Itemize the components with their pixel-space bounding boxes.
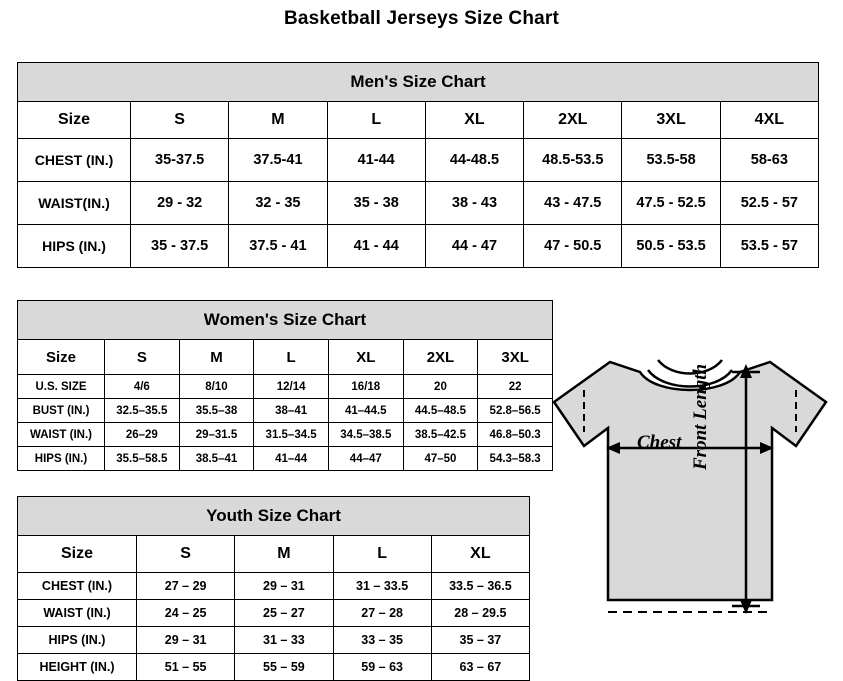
mens-header-cell: XL — [425, 102, 523, 139]
mens-chart-title: Men's Size Chart — [18, 63, 819, 102]
youth-cell: 33 – 35 — [333, 627, 431, 654]
womens-header-cell: Size — [18, 340, 105, 375]
page-title: Basketball Jerseys Size Chart — [283, 8, 560, 29]
youth-cell: 31 – 33 — [235, 627, 333, 654]
womens-cell: 44–47 — [328, 447, 403, 471]
youth-cell: 25 – 27 — [235, 600, 333, 627]
mens-header-cell: Size — [18, 102, 131, 139]
youth-cell: 33.5 – 36.5 — [431, 573, 529, 600]
table-row-header — [18, 102, 819, 139]
mens-cell: 47.5 - 52.5 — [622, 182, 720, 225]
womens-cell: 16/18 — [328, 375, 403, 399]
youth-cell: 51 – 55 — [137, 654, 235, 681]
mens-cell: 53.5 - 57 — [720, 225, 818, 268]
table-row — [18, 447, 553, 471]
table-row — [18, 423, 553, 447]
table-row-header — [18, 536, 530, 573]
womens-cell: 54.3–58.3 — [478, 447, 553, 471]
womens-cell: 22 — [478, 375, 553, 399]
womens-header-cell: 3XL — [478, 340, 553, 375]
youth-cell: 59 – 63 — [333, 654, 431, 681]
womens-cell: 52.8–56.5 — [478, 399, 553, 423]
womens-cell: 8/10 — [179, 375, 254, 399]
youth-cell: 31 – 33.5 — [333, 573, 431, 600]
womens-cell: 41–44 — [254, 447, 329, 471]
youth-row-label: WAIST (IN.) — [18, 600, 137, 627]
youth-cell: 29 – 31 — [235, 573, 333, 600]
womens-cell: 41–44.5 — [328, 399, 403, 423]
mens-row-label: WAIST(IN.) — [18, 182, 131, 225]
mens-cell: 44-48.5 — [425, 139, 523, 182]
mens-cell: 48.5-53.5 — [524, 139, 622, 182]
table-row-header — [18, 340, 553, 375]
womens-row-label: BUST (IN.) — [18, 399, 105, 423]
youth-cell: 35 – 37 — [431, 627, 529, 654]
youth-cell: 24 – 25 — [137, 600, 235, 627]
youth-row-label: CHEST (IN.) — [18, 573, 137, 600]
table-row — [18, 139, 819, 182]
mens-cell: 41-44 — [327, 139, 425, 182]
womens-cell: 44.5–48.5 — [403, 399, 478, 423]
mens-header-cell: L — [327, 102, 425, 139]
womens-cell: 31.5–34.5 — [254, 423, 329, 447]
youth-cell: 55 – 59 — [235, 654, 333, 681]
womens-cell: 38–41 — [254, 399, 329, 423]
youth-chart-title: Youth Size Chart — [18, 497, 530, 536]
youth-size-chart — [17, 496, 530, 681]
mens-cell: 37.5-41 — [229, 139, 327, 182]
mens-cell: 58-63 — [720, 139, 818, 182]
womens-row-label: HIPS (IN.) — [18, 447, 105, 471]
womens-row-label: WAIST (IN.) — [18, 423, 105, 447]
youth-cell: 27 – 29 — [137, 573, 235, 600]
youth-cell: 28 – 29.5 — [431, 600, 529, 627]
front-length-label: Front Length — [690, 363, 711, 470]
womens-cell: 35.5–38 — [179, 399, 254, 423]
table-row — [18, 399, 553, 423]
mens-cell: 47 - 50.5 — [524, 225, 622, 268]
mens-cell: 37.5 - 41 — [229, 225, 327, 268]
womens-cell: 32.5–35.5 — [105, 399, 180, 423]
youth-cell: 29 – 31 — [137, 627, 235, 654]
table-row-title — [18, 497, 530, 536]
womens-header-cell: L — [254, 340, 329, 375]
youth-header-cell: M — [235, 536, 333, 573]
mens-cell: 32 - 35 — [229, 182, 327, 225]
table-row — [18, 627, 530, 654]
table-row — [18, 375, 553, 399]
youth-header-cell: L — [333, 536, 431, 573]
table-row — [18, 225, 819, 268]
womens-cell: 38.5–41 — [179, 447, 254, 471]
mens-header-cell: S — [131, 102, 229, 139]
womens-row-label: U.S. SIZE — [18, 375, 105, 399]
mens-header-cell: 2XL — [524, 102, 622, 139]
mens-cell: 35 - 37.5 — [131, 225, 229, 268]
mens-cell: 43 - 47.5 — [524, 182, 622, 225]
table-row — [18, 573, 530, 600]
mens-row-label: HIPS (IN.) — [18, 225, 131, 268]
youth-row-label: HEIGHT (IN.) — [18, 654, 137, 681]
womens-header-cell: XL — [328, 340, 403, 375]
mens-size-chart — [17, 62, 819, 268]
mens-cell: 44 - 47 — [425, 225, 523, 268]
table-row-title — [18, 63, 819, 102]
mens-cell: 35-37.5 — [131, 139, 229, 182]
table-row — [18, 654, 530, 681]
table-row-title — [18, 301, 553, 340]
mens-cell: 41 - 44 — [327, 225, 425, 268]
womens-cell: 46.8–50.3 — [478, 423, 553, 447]
womens-cell: 20 — [403, 375, 478, 399]
chest-label: Chest — [637, 432, 682, 453]
youth-cell: 27 – 28 — [333, 600, 431, 627]
mens-cell: 50.5 - 53.5 — [622, 225, 720, 268]
mens-header-cell: 4XL — [720, 102, 818, 139]
youth-header-cell: XL — [431, 536, 529, 573]
womens-cell: 12/14 — [254, 375, 329, 399]
youth-header-cell: Size — [18, 536, 137, 573]
womens-header-cell: M — [179, 340, 254, 375]
womens-cell: 47–50 — [403, 447, 478, 471]
womens-cell: 38.5–42.5 — [403, 423, 478, 447]
womens-chart-title: Women's Size Chart — [18, 301, 553, 340]
womens-header-cell: S — [105, 340, 180, 375]
womens-cell: 29–31.5 — [179, 423, 254, 447]
womens-cell: 4/6 — [105, 375, 180, 399]
mens-row-label: CHEST (IN.) — [18, 139, 131, 182]
mens-cell: 29 - 32 — [131, 182, 229, 225]
mens-header-cell: M — [229, 102, 327, 139]
mens-cell: 53.5-58 — [622, 139, 720, 182]
youth-row-label: HIPS (IN.) — [18, 627, 137, 654]
mens-cell: 38 - 43 — [425, 182, 523, 225]
youth-cell: 63 – 67 — [431, 654, 529, 681]
table-row — [18, 182, 819, 225]
womens-size-chart — [17, 300, 553, 471]
mens-header-cell: 3XL — [622, 102, 720, 139]
table-row — [18, 600, 530, 627]
womens-cell: 26–29 — [105, 423, 180, 447]
mens-cell: 35 - 38 — [327, 182, 425, 225]
youth-header-cell: S — [137, 536, 235, 573]
womens-cell: 34.5–38.5 — [328, 423, 403, 447]
mens-cell: 52.5 - 57 — [720, 182, 818, 225]
womens-header-cell: 2XL — [403, 340, 478, 375]
womens-cell: 35.5–58.5 — [105, 447, 180, 471]
